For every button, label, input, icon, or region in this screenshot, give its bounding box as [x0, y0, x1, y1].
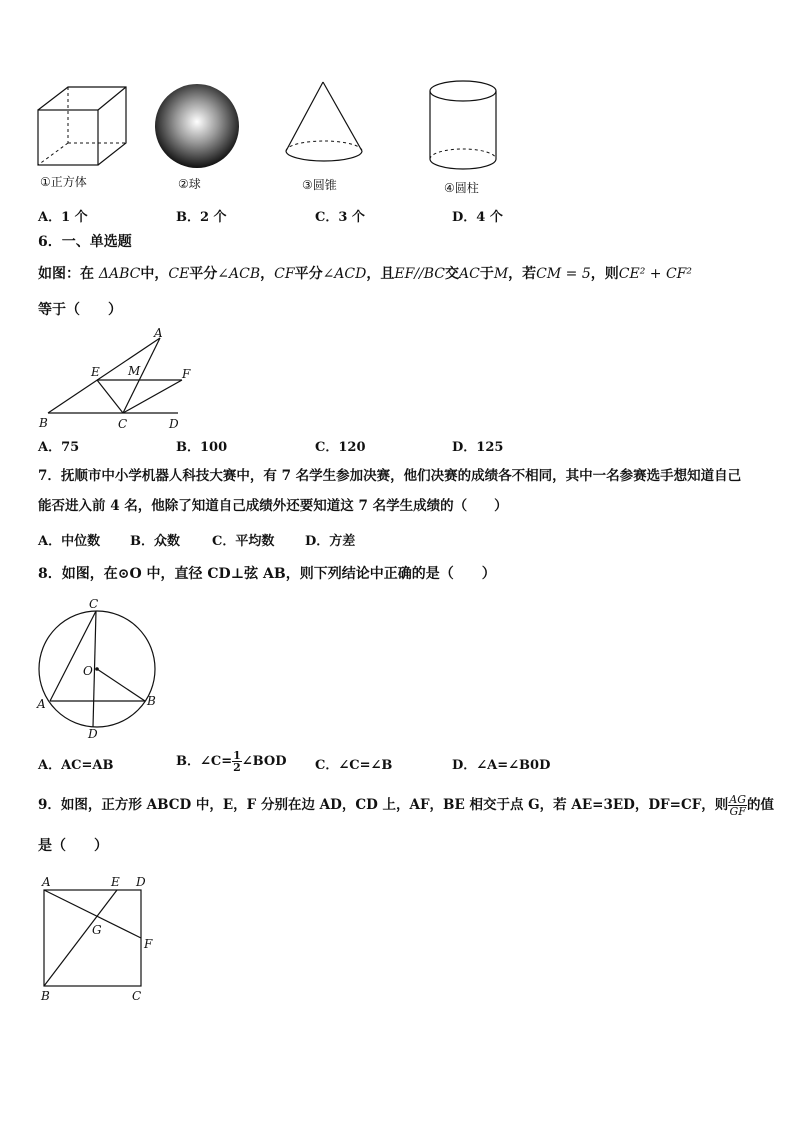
cube-figure — [30, 75, 140, 175]
q6-stem-text: 中， — [140, 266, 169, 282]
q6-label-b: B — [39, 416, 48, 430]
q6-label-d: D — [169, 417, 179, 431]
q9-label-f: F — [144, 937, 153, 951]
q6-stem-text: 如图：在 — [38, 266, 94, 282]
q8-fraction-denominator: 2 — [233, 761, 241, 774]
q7-stem-line2: 能否进入前 4 名，他除了知道自己成绩外还要知道这 7 名学生成绩的（ ） — [38, 498, 508, 514]
q6-stem-text: 平分 — [294, 266, 323, 282]
q8-option-d: D．∠A=∠B0D — [452, 758, 551, 773]
q6-option-a: A．75 — [38, 440, 80, 455]
cylinder-figure — [426, 77, 502, 177]
q8-label-c: C — [89, 597, 99, 611]
q6-math-cm: CM = 5 — [536, 266, 591, 282]
q8-option-b-suffix: ∠BOD — [241, 754, 287, 769]
q6-stem-text: ，且 — [366, 266, 395, 282]
q6-stem-text: 平分 — [189, 266, 218, 282]
q8-circle-figure — [32, 594, 166, 742]
q5-option-d: D．4 个 — [452, 210, 503, 225]
q6-stem — [38, 264, 692, 284]
q7-option-c: C．平均数 — [212, 534, 275, 549]
q9-label-d: D — [136, 875, 146, 889]
q9-square-figure — [36, 870, 166, 1010]
q6-math-ac: AC — [459, 266, 480, 282]
q7-option-d: D．方差 — [305, 534, 356, 549]
q7-option-b: B．众数 — [130, 534, 180, 549]
sphere-figure — [152, 81, 242, 171]
q8-option-b — [176, 744, 287, 780]
q7-option-a: A．中位数 — [38, 534, 101, 549]
q6-math-angle-acd: ∠ACD — [322, 266, 367, 282]
q7-stem-line1: 7．抚顺市中小学机器人科技大赛中，有 7 名学生参加决赛，他们决赛的成绩各不相同，其中一名参赛选手想知道自己 — [38, 468, 742, 484]
q6-label-e: E — [91, 365, 100, 379]
q6-option-d: D．125 — [452, 440, 504, 455]
q6-label-m: M — [128, 364, 141, 378]
q9-stem — [38, 788, 774, 822]
q8-option-a: A．AC=AB — [38, 758, 114, 773]
q6-stem-text: ， — [260, 266, 275, 282]
q6-math-expression: CE² + CF² — [618, 266, 692, 282]
q9-label-a: A — [42, 875, 51, 889]
q6-triangle-figure — [36, 326, 206, 432]
q8-label-o: O — [83, 664, 93, 678]
q9-stem-text: 9．如图，正方形 ABCD 中，E，F 分别在边 AD，CD 上，AF，BE 相交于点 G，若 AE=3ED，DF=CF，则 — [38, 797, 729, 813]
q6-stem-line2: 等于（ ） — [38, 302, 122, 318]
q6-math-m: M — [493, 266, 509, 282]
q6-label-c: C — [118, 417, 128, 431]
q5-option-c: C．3 个 — [315, 210, 365, 225]
q9-fraction-denominator: GF — [729, 805, 746, 818]
q8-fraction-numerator: 1 — [233, 749, 241, 762]
q6-option-b: B．100 — [176, 440, 228, 455]
q9-stem-suffix: 的值 — [747, 797, 775, 813]
q6-math-angle-acb: ∠ACB — [217, 266, 261, 282]
figure-label-cylinder: ④圆柱 — [444, 181, 479, 195]
q9-fraction — [728, 794, 747, 817]
q9-stem-line2: 是（ ） — [38, 838, 108, 854]
q8-label-b: B — [147, 694, 156, 708]
q6-label-a: A — [154, 326, 163, 340]
q8-stem: 8．如图，在⊙O 中，直径 CD⊥弦 AB，则下列结论中正确的是（ ） — [38, 566, 496, 582]
q6-option-c: C．120 — [315, 440, 366, 455]
figure-label-cube: ①正方体 — [40, 175, 87, 189]
q6-header: 6．一、单选题 — [38, 234, 132, 250]
q8-label-d: D — [88, 727, 98, 741]
q8-option-b-fraction — [232, 750, 242, 773]
q9-fraction-numerator: AG — [729, 793, 747, 806]
q9-label-g: G — [92, 923, 102, 937]
q6-stem-text: 交 — [445, 266, 459, 282]
q6-math-triangle: ΔABC — [98, 266, 141, 282]
q5-option-a: A．1 个 — [38, 210, 88, 225]
q8-option-b-prefix: B．∠C= — [176, 754, 233, 769]
q8-option-c: C．∠C=∠B — [315, 758, 393, 773]
q6-math-ce: CE — [168, 266, 190, 282]
q6-math-cf: CF — [274, 266, 295, 282]
q9-label-b: B — [41, 989, 50, 1003]
q6-stem-text: 于 — [479, 266, 494, 282]
q8-label-a: A — [37, 697, 46, 711]
q6-math-ef-bc: EF//BC — [394, 266, 445, 282]
q6-stem-text: ，若 — [508, 266, 537, 282]
q6-stem-text: ，则 — [590, 266, 619, 282]
q5-figures — [30, 75, 510, 200]
q6-label-f: F — [182, 367, 191, 381]
figure-label-sphere: ②球 — [178, 177, 201, 191]
cone-figure — [280, 79, 370, 171]
figure-label-cone: ③圆锥 — [302, 178, 337, 192]
q9-label-e: E — [111, 875, 120, 889]
q5-option-b: B．2 个 — [176, 210, 227, 225]
q9-label-c: C — [132, 989, 142, 1003]
